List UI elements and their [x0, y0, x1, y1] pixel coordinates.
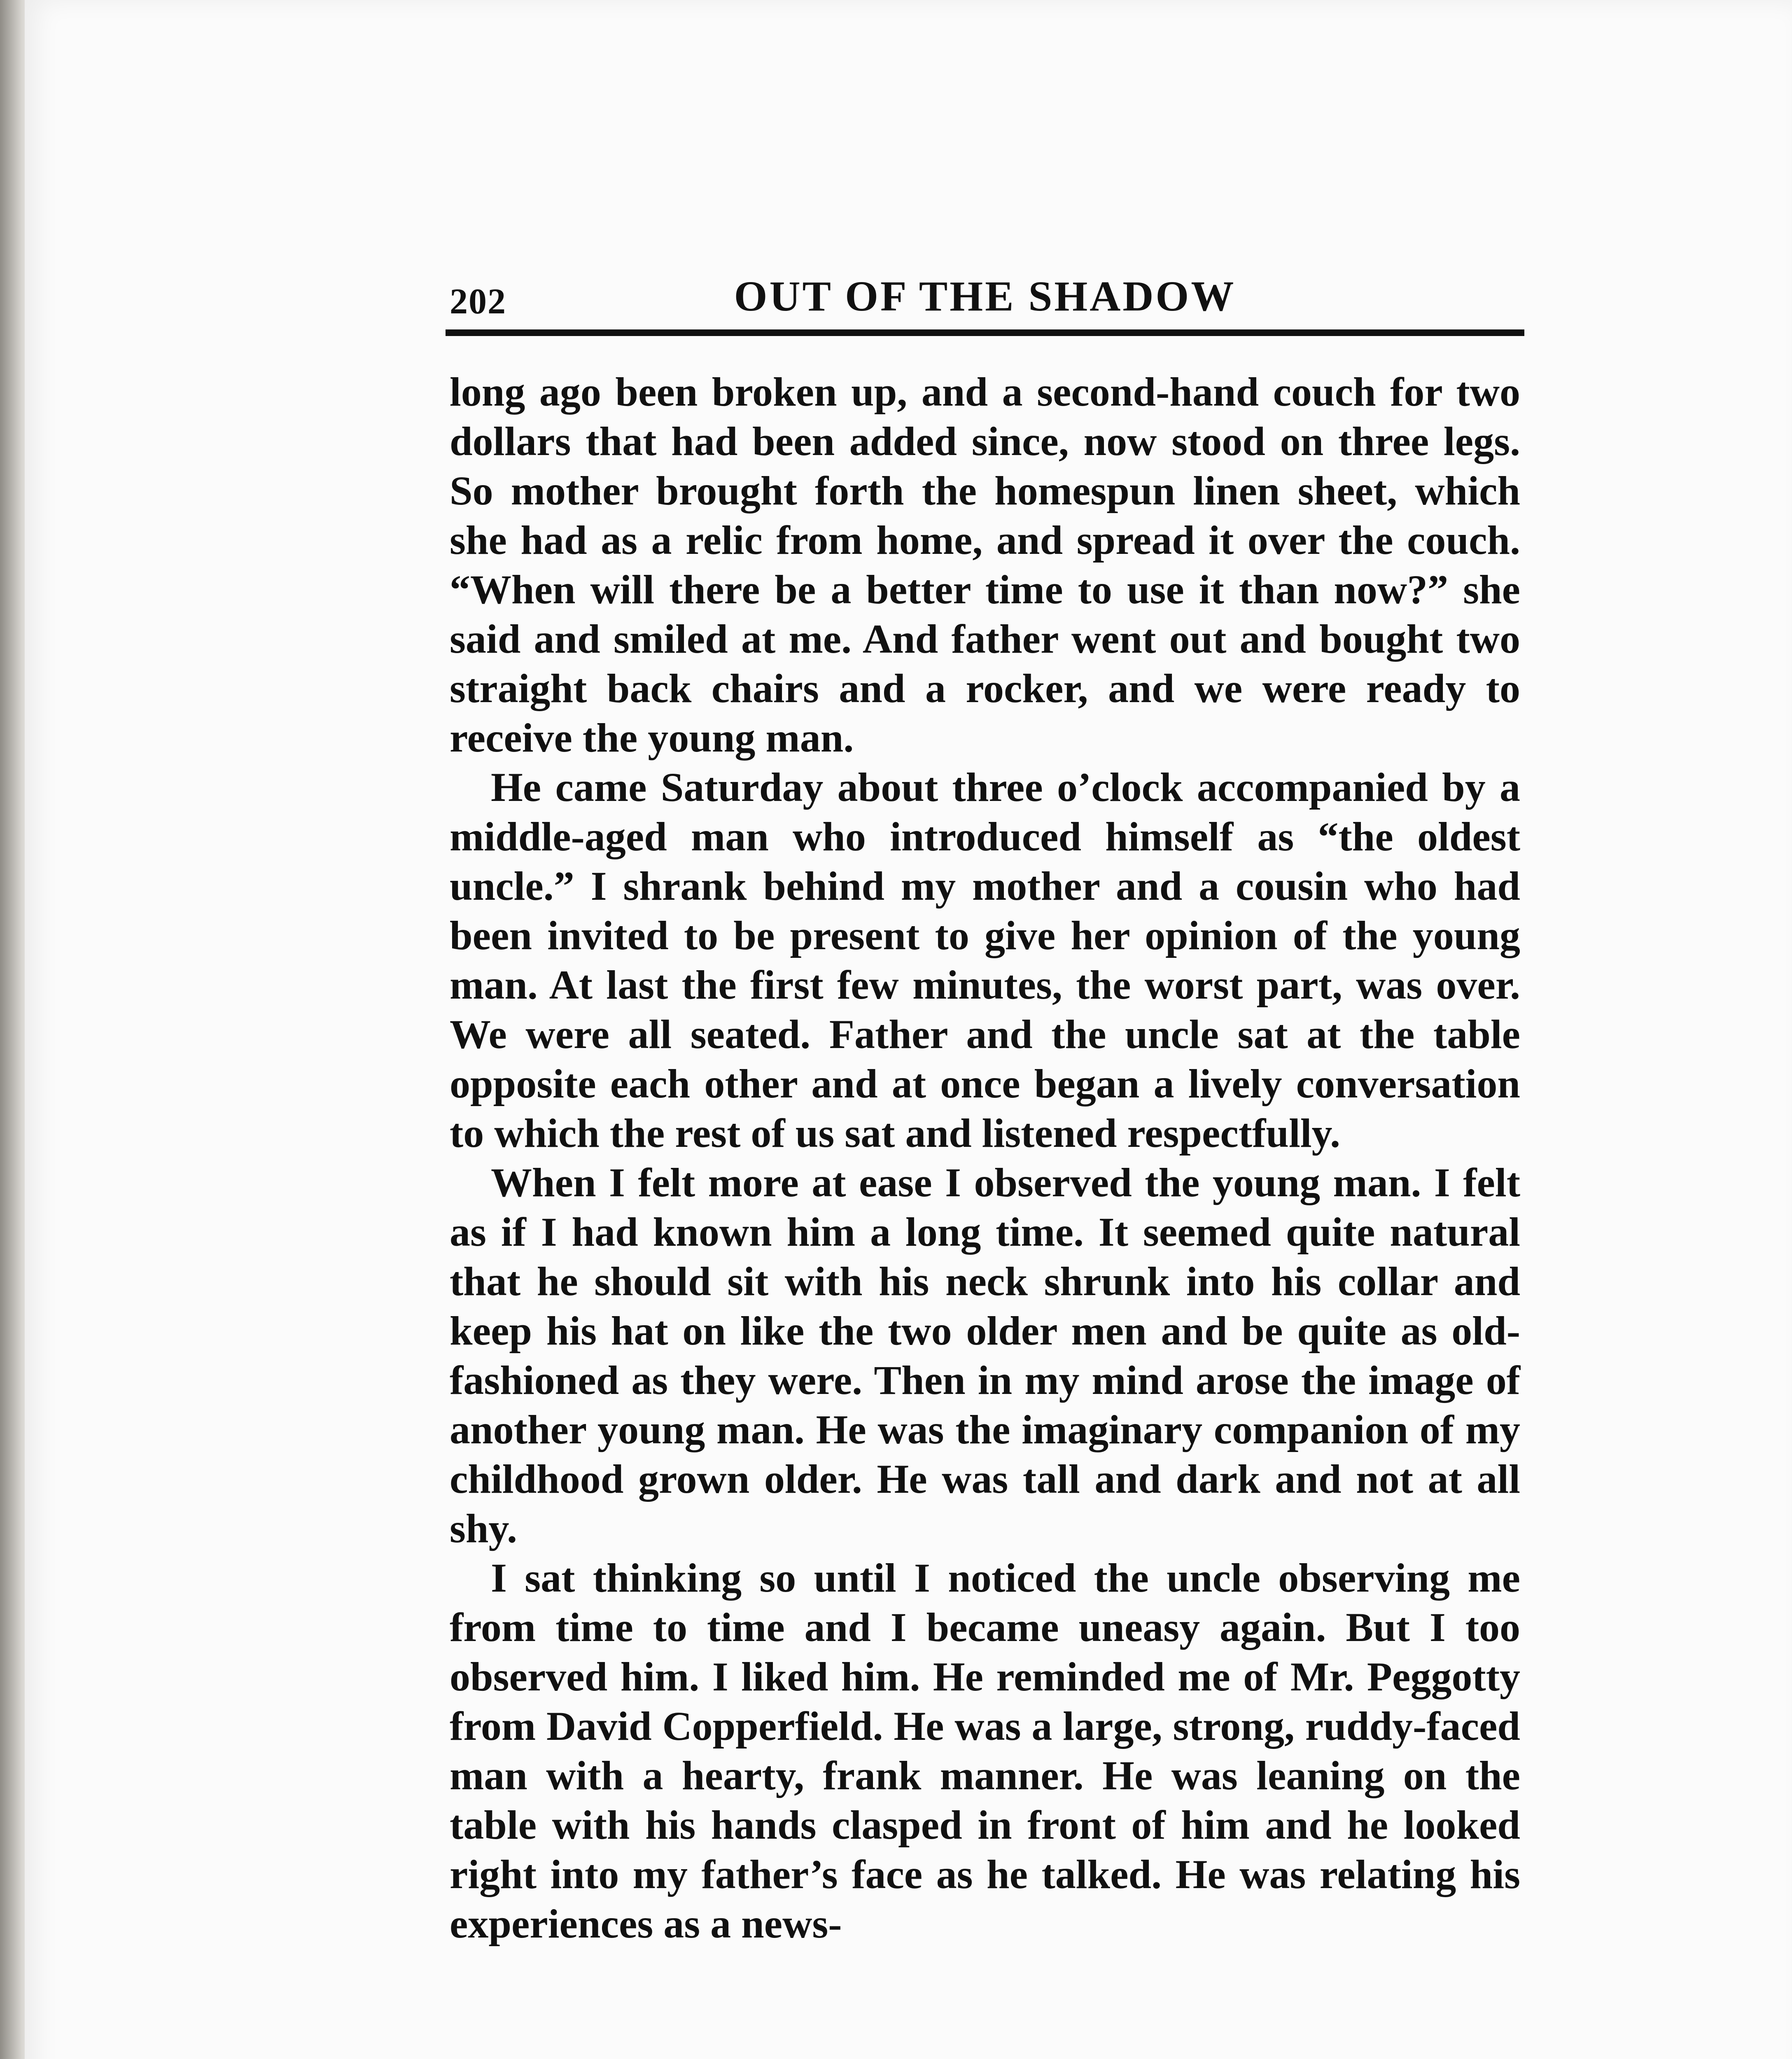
paragraph-3: When I felt more at ease I observed the young man. I felt as if I had known him a long time. It seemed quite natural that he should sit with his neck shrunk into his collar and keep his hat on like the two older men and be quite as old-fashioned as they were. Then in my mind arose the image of another young man. He was the imaginary companion of my childhood grown older. He was tall and dark and not at all shy.: [450, 1160, 1520, 1551]
paragraph-4: I sat thinking so until I noticed the uncle observing me from time to time and I became uneasy again. But I too observed him. I liked him. He reminded me of Mr. Peggotty from David Copperfield. He was a large, strong, ruddy-faced man with a hearty, frank manner. He was leaning on the table with his hands clasped in front of him and he looked right into my father’s face as he talked. He was relating his experiences as a news-: [450, 1555, 1520, 1947]
paragraph-1: long ago been broken up, and a second-hand couch for two dollars that had been added since, now stood on three legs. So mother brought forth the homespun linen sheet, which she had as a relic from home, and spread it over the couch. “When will there be a better time to use it than now?” she said and smiled at me. And father went out and bought two straight back chairs and a rocker, and we were ready to receive the young man.: [450, 369, 1520, 761]
paragraph-2: He came Saturday about three o’clock accompanied by a middle-aged man who introduced himself as “the oldest uncle.” I shrank behind my mother and a cousin who had been invited to be present to give her opinion of the young man. At last the first few minutes, the worst part, was over. We were all seated. Father and the uncle sat at the table opposite each other and at once began a lively conversation to which the rest of us sat and listened respectfully.: [450, 764, 1520, 1156]
body-text: [450, 367, 1520, 1949]
running-head: OUT OF THE SHADOW: [734, 273, 1236, 320]
page-number: 202: [450, 282, 506, 322]
header-rule: [446, 329, 1524, 336]
